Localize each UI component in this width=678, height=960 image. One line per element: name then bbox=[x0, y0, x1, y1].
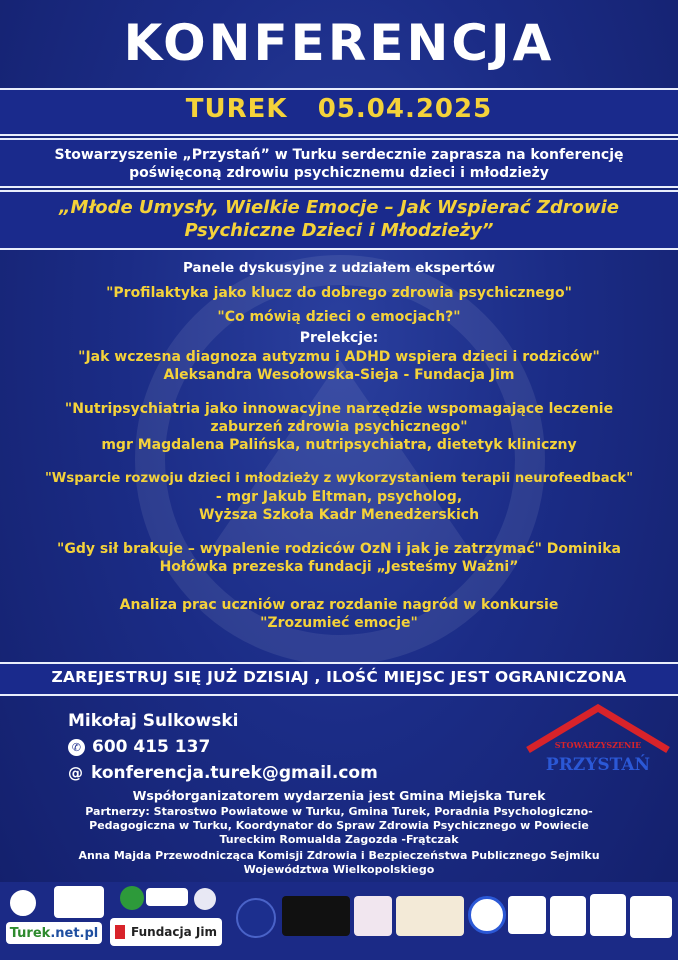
conference-theme bbox=[0, 196, 678, 242]
panels-heading: Panele dyskusyjne z udziałem ekspertów bbox=[182, 260, 496, 276]
invitation-line-2: poświęconą zdrowiu psychicznemu dzieci i młodzieży bbox=[129, 165, 549, 181]
partners-line-b: Pedagogiczna w Turku, Koordynator do Spraw Zdrowia Psychicznego w Powiecie bbox=[89, 819, 589, 832]
heart-logo bbox=[508, 896, 546, 934]
at-icon: @ bbox=[68, 764, 83, 782]
lecture-2-speaker: mgr Magdalena Palińska, nutripsychiatra, dietetyk kliniczny bbox=[101, 437, 577, 453]
dark-logo bbox=[282, 896, 350, 936]
green-logo bbox=[120, 886, 144, 910]
invitation-text bbox=[0, 146, 678, 182]
theme-line-2: Psychiczne Dzieci i Młodzieży” bbox=[184, 220, 494, 241]
logo-bottom-text: PRZYSTAŃ bbox=[545, 755, 651, 775]
theme-line-1: „Młode Umysły, Wielkie Emocje – Jak Wspierać Zdrowie bbox=[58, 197, 620, 218]
phone-icon: ✆ bbox=[68, 739, 85, 756]
program bbox=[0, 260, 678, 632]
przystan-logo bbox=[524, 704, 672, 782]
lecture-4-line-a: "Gdy sił brakuje – wypalenie rodziców OzN i jak je zatrzymać" Dominika bbox=[57, 541, 621, 557]
contact-name: Mikołaj Sulkowski bbox=[68, 711, 239, 731]
partners-line-a: Partnerzy: Starostwo Powiatowe w Turku, Gmina Turek, Poradnia Psychologiczno- bbox=[85, 805, 593, 818]
green-text-logo bbox=[146, 888, 188, 906]
contact-email-row bbox=[68, 760, 378, 786]
pink-logo bbox=[354, 896, 392, 936]
event-date: TUREK 05.04.2025 bbox=[185, 94, 493, 124]
contact-email[interactable]: konferencja.turek@gmail.com bbox=[91, 763, 378, 783]
lecture-3-speaker-b: Wyższa Szkoła Kadr Menedżerskich bbox=[198, 507, 480, 523]
lecture-2-title-a: "Nutripsychiatria jako innowacyjne narzędzie wspomagające leczenie bbox=[64, 401, 614, 417]
panel-2: "Co mówią dzieci o emocjach?" bbox=[217, 309, 461, 325]
contact-phone: 600 415 137 bbox=[92, 737, 211, 757]
contact-phone-row bbox=[68, 734, 378, 760]
invitation-line-1: Stowarzyszenie „Przystań” w Turku serdecznie zaprasza na konferencję bbox=[54, 147, 624, 163]
lectures-heading: Prelekcje: bbox=[299, 330, 379, 346]
turek-net-text-b: .net.pl bbox=[50, 925, 99, 941]
registration-banner: ZAREJESTRUJ SIĘ JUŻ DZISIAJ , ILOŚĆ MIEJSC JEST OGRANICZONA bbox=[51, 668, 627, 686]
footer bbox=[0, 788, 678, 877]
blue-round-logo bbox=[468, 896, 506, 934]
coat-of-arms-2 bbox=[590, 894, 626, 936]
turek-net-logo bbox=[6, 922, 102, 944]
coorganizer-text: Współorganizatorem wydarzenia jest Gmina Miejska Turek bbox=[132, 788, 546, 803]
logo-top-text: STOWARZYSZENIE bbox=[554, 740, 642, 750]
patron-line-b: Województwa Wielkopolskiego bbox=[243, 863, 435, 876]
turek-net-text-a: Turek bbox=[9, 925, 51, 941]
lecture-4-line-b: Hołówka prezeska fundacji „Jesteśmy Ważni” bbox=[159, 559, 519, 575]
page-title: KONFERENCJA bbox=[123, 14, 555, 72]
panel-1: "Profilaktyka jako klucz do dobrego zdrowia psychicznego" bbox=[106, 285, 572, 301]
lecture-3-speaker-a: - mgr Jakub Eltman, psycholog, bbox=[215, 489, 463, 505]
lecture-1-speaker: Aleksandra Wesołowska-Sieja - Fundacja Jim bbox=[163, 367, 515, 383]
fundacja-jim-text: Fundacja Jim bbox=[131, 925, 217, 939]
poradnia-logo bbox=[54, 886, 104, 918]
patron-line-a: Anna Majda Przewodnicząca Komisji Zdrowia i Bezpieczeństwa Publicznego Sejmiku bbox=[78, 849, 600, 862]
lecture-2-title-b: zaburzeń zdrowia psychicznego" bbox=[210, 419, 468, 435]
lecture-1-title: "Jak wczesna diagnoza autyzmu i ADHD wspiera dzieci i rodziców" bbox=[78, 349, 600, 365]
fundacja-jim-icon bbox=[115, 925, 125, 939]
butterfly-logo bbox=[236, 898, 276, 938]
seal-logo-1 bbox=[8, 888, 38, 918]
awards-line-b: "Zrozumieć emocje" bbox=[260, 615, 418, 631]
beige-logo bbox=[396, 896, 464, 936]
partners-line-c: Tureckim Romualda Zagozda -Frątczak bbox=[219, 833, 459, 846]
contact-block bbox=[68, 708, 378, 786]
partner-logos-strip bbox=[0, 882, 678, 960]
lecture-3-title: "Wsparcie rozwoju dzieci i młodzieży z wykorzystaniem terapii neurofeedback" bbox=[44, 471, 634, 486]
coat-of-arms-3 bbox=[630, 896, 672, 938]
coat-of-arms-1 bbox=[550, 896, 586, 936]
awards-line-a: Analiza prac uczniów oraz rozdanie nagród w konkursie bbox=[119, 597, 559, 613]
fundacja-jim-logo bbox=[110, 918, 222, 946]
small-seal-logo bbox=[194, 888, 216, 910]
